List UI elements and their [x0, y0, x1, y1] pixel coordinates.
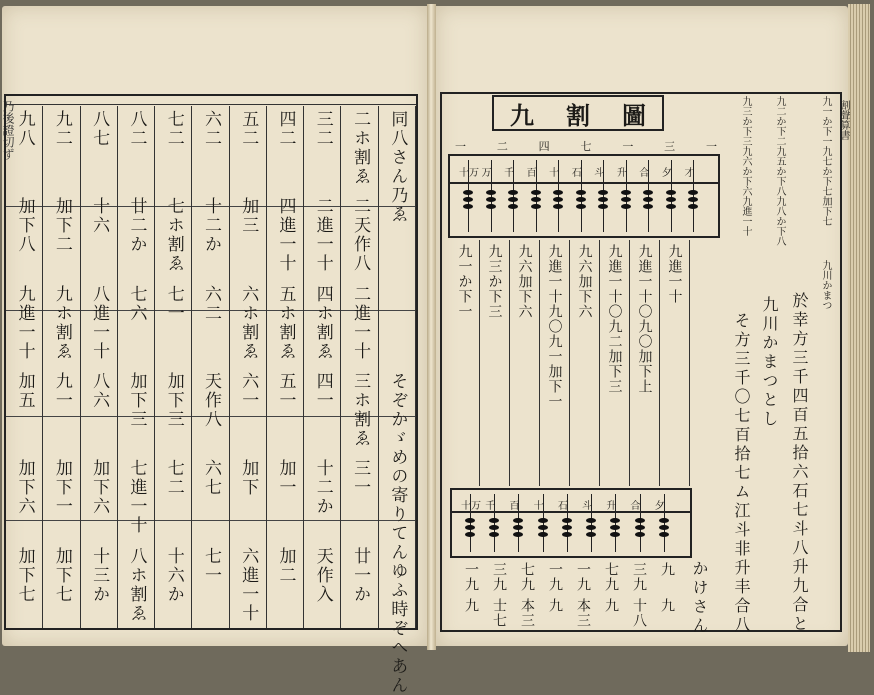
- abacus-rod-label: 十: [549, 168, 560, 179]
- abacus-bead: [553, 197, 563, 202]
- abacus-bead: [666, 190, 676, 195]
- abacus-bead: [610, 518, 620, 523]
- left-cell-text: 加下七: [14, 546, 35, 604]
- digit-label: 二: [496, 140, 508, 153]
- left-cell-text: 廿二か: [126, 197, 147, 255]
- digit-label: 一: [622, 140, 634, 153]
- left-cell-text: 九ホ割ゑ: [51, 284, 72, 361]
- abacus-bead: [598, 204, 608, 209]
- left-cell-text: 加下三: [163, 372, 184, 429]
- abacus-bead: [659, 532, 669, 537]
- abacus-bead: [666, 197, 676, 202]
- abacus-bead: [598, 190, 608, 195]
- abacus-bead: [513, 518, 523, 523]
- abacus-bead: [489, 532, 499, 537]
- right-column: [600, 240, 630, 486]
- left-cell-text: 六一: [238, 372, 259, 410]
- left-cell-text: 三一: [350, 459, 371, 498]
- left-cell-text: 六二: [200, 284, 221, 323]
- abacus-bead: [463, 197, 473, 202]
- abacus-rod-label: 十万: [459, 168, 479, 179]
- abacus-rod-label: 才: [684, 168, 695, 179]
- abacus-bead: [621, 204, 631, 209]
- left-cell-text: 五ホ割ゑ: [275, 284, 296, 361]
- left-cell-text: 天作入: [312, 546, 333, 604]
- left-margin-text: 乃後證切ず: [1, 100, 15, 160]
- bottom-row2-cell: 十八: [631, 598, 647, 628]
- left-cell-text: 九一: [51, 372, 72, 410]
- left-cell-text: 九二: [51, 110, 72, 148]
- script-line-2: 九川かまつとし: [760, 296, 779, 429]
- left-column: [379, 106, 416, 695]
- left-cell-text: 九八: [14, 110, 35, 148]
- abacus-bead: [635, 532, 645, 537]
- abacus-rod-label: 十万: [461, 500, 481, 512]
- digit-label: 一: [705, 140, 717, 153]
- bottom-row-cell: 一九: [463, 562, 479, 592]
- left-cell-text: 四進一十: [275, 197, 296, 274]
- right-column-text: 九三か下三: [486, 244, 503, 319]
- left-cell-text: 加下: [238, 459, 259, 498]
- bottom-row2-cell: 九: [603, 598, 619, 613]
- abacus-bead: [643, 204, 653, 209]
- left-cell-text: 七一: [163, 284, 184, 323]
- abacus-bead: [688, 197, 698, 202]
- left-cell-text: 加二: [275, 546, 296, 585]
- title-char-2: 割: [566, 100, 590, 130]
- left-cell-text: 二進一十: [350, 284, 371, 361]
- left-cell-text: 六二: [200, 110, 221, 148]
- left-cell-text: 二ホ割ゑ: [350, 110, 371, 186]
- left-cell-text: 廿一か: [350, 546, 371, 604]
- left-cell-text: 六七: [200, 459, 221, 498]
- abacus-bead: [486, 190, 496, 195]
- abacus-bead: [508, 197, 518, 202]
- abacus-bead: [666, 204, 676, 209]
- left-cell-text: 同八さん乃ゑ: [387, 110, 408, 224]
- abacus-bead: [586, 518, 596, 523]
- left-cell-text: 加下二: [51, 197, 72, 255]
- digit-label: 三: [664, 140, 676, 153]
- right-column: [570, 240, 600, 486]
- left-cell-text: 七ホ割ゑ: [163, 197, 184, 274]
- left-cell-text: 加下一: [51, 459, 72, 517]
- left-cell-text: 加下六: [89, 459, 110, 517]
- abacus-bead: [553, 204, 563, 209]
- abacus-bead: [576, 204, 586, 209]
- left-cell-text: 加下七: [51, 546, 72, 604]
- abacus-bead: [486, 197, 496, 202]
- book-spine: [427, 4, 436, 650]
- bottom-row-cell: 一九: [547, 562, 563, 592]
- script-line-1: 於幸方三千四百五拾六石七斗八升九合と: [790, 292, 809, 634]
- abacus-bead: [610, 532, 620, 537]
- abacus-bead: [538, 532, 548, 537]
- abacus-bead: [538, 518, 548, 523]
- abacus-bead: [553, 190, 563, 195]
- right-column-text: 九進一十〇九二加下三: [606, 244, 623, 394]
- right-column-text: 九六加下六: [576, 244, 593, 319]
- left-column: [155, 106, 192, 628]
- abacus-rod-label: 升: [616, 168, 627, 179]
- title-char-1: 九: [510, 100, 534, 130]
- abacus-bead: [508, 190, 518, 195]
- abacus-rod-label: 千: [504, 168, 515, 179]
- page-edges: [848, 4, 870, 652]
- left-column: [118, 106, 155, 628]
- left-cell-text: 七一: [200, 546, 221, 585]
- abacus-bead: [465, 518, 475, 523]
- left-cell-text: 四二: [275, 110, 296, 148]
- abacus-rod-label: 千: [485, 500, 496, 512]
- script-line-4: 九川かまつ: [820, 260, 831, 310]
- right-column-text: 九六加下六: [516, 244, 533, 319]
- digit-label: 一: [455, 140, 466, 153]
- header-col-2: 九二か下二九五か下八九八か下八: [774, 96, 785, 246]
- abacus-bead: [486, 204, 496, 209]
- left-cell-text: 八七: [89, 110, 110, 148]
- right-column: [480, 240, 510, 486]
- abacus-bead: [688, 204, 698, 209]
- left-column: [6, 106, 43, 628]
- script-line-5: かけさん: [690, 560, 709, 636]
- header-col-3: 九三か下三九六か下六九進一十: [740, 96, 751, 236]
- abacus-rod-label: 升: [606, 500, 617, 512]
- abacus-bead: [688, 190, 698, 195]
- abacus-bead: [621, 197, 631, 202]
- bottom-row2-cell: 士七: [491, 598, 507, 628]
- right-column: [510, 240, 540, 486]
- header-col-1: 九一か下一九七か下七加下七: [820, 96, 831, 226]
- right-column: [450, 240, 480, 486]
- bottom-row2-cell: 九: [659, 598, 675, 613]
- abacus-bead: [508, 204, 518, 209]
- left-column: [81, 106, 118, 628]
- left-cell-text: 七六: [126, 284, 147, 323]
- right-column-text: 九進一十: [666, 244, 683, 304]
- script-line-3: そ方三千〇七百拾七ム江斗非升丰合八: [732, 312, 751, 635]
- left-cell-text: 八ホ割ゑ: [126, 546, 147, 623]
- left-cell-text: 六進一十: [238, 546, 259, 623]
- left-column: [230, 106, 267, 628]
- digit-label: 七: [580, 140, 592, 153]
- left-cell-text: そぞかゞめの寄りてんゆふ時ぞへあん: [387, 372, 408, 695]
- right-column-text: 九進一十〇九〇加下上: [636, 244, 653, 394]
- bottom-row2-cell: 九: [547, 598, 563, 613]
- abacus-rod-label: 十: [533, 500, 544, 512]
- abacus-bead: [562, 518, 572, 523]
- left-cell-text: 十六: [89, 197, 110, 236]
- abacus-bead: [659, 518, 669, 523]
- abacus-rod-label: 石: [557, 500, 568, 512]
- left-cell-text: 四ホ割ゑ: [312, 284, 333, 361]
- abacus-rod-label: 夕: [661, 168, 672, 179]
- abacus-bead: [586, 532, 596, 537]
- bottom-row-cell: 三九: [631, 562, 647, 592]
- left-cell-text: 加下八: [14, 197, 35, 255]
- abacus-bead: [531, 197, 541, 202]
- abacus-rod-label: 万: [481, 168, 492, 179]
- abacus-bead: [598, 197, 608, 202]
- left-cell-text: 七二: [163, 110, 184, 148]
- digit-label: 四: [538, 140, 550, 153]
- abacus-bead: [531, 190, 541, 195]
- abacus-rod-label: 合: [639, 168, 650, 179]
- left-cell-text: 七進一十: [126, 459, 147, 536]
- abacus-bead: [489, 518, 499, 523]
- left-cell-text: 加下六: [14, 459, 35, 517]
- left-column: [341, 106, 378, 628]
- bottom-row2-cell: 九: [463, 598, 479, 613]
- abacus-bead: [513, 532, 523, 537]
- bottom-row-cell: 七九: [603, 562, 619, 592]
- abacus-bead: [643, 190, 653, 195]
- bottom-row-cell: 九: [659, 562, 675, 577]
- left-cell-text: 八六: [89, 372, 110, 410]
- left-cell-text: 加下三: [126, 372, 147, 429]
- abacus-bead: [586, 525, 596, 530]
- bottom-row-cell: 三九: [491, 562, 507, 592]
- abacus-bead: [463, 204, 473, 209]
- left-cell-text: 十二か: [200, 197, 221, 255]
- bottom-row2-cell: 本三: [575, 598, 591, 628]
- left-column: [267, 106, 304, 628]
- left-cell-text: 五二: [238, 110, 259, 148]
- left-cell-text: 七二: [163, 459, 184, 498]
- abacus-bead: [635, 518, 645, 523]
- left-cell-text: 四一: [312, 372, 333, 410]
- left-cell-text: 加三: [238, 197, 259, 236]
- bottom-row2-cell: 本三: [519, 598, 535, 628]
- abacus-rod-label: 百: [526, 168, 537, 179]
- abacus-top: [448, 154, 720, 238]
- left-cell-text: 十三か: [89, 546, 110, 604]
- abacus-bead: [610, 525, 620, 530]
- left-table-header-band: [6, 96, 416, 105]
- abacus-bead: [463, 190, 473, 195]
- left-cell-text: 三ホ割ゑ: [350, 372, 371, 448]
- right-column: [660, 240, 690, 486]
- abacus-rod-label: 合: [630, 500, 641, 512]
- abacus-bead: [531, 204, 541, 209]
- abacus-bead: [562, 532, 572, 537]
- left-cell-text: 二進一十: [312, 197, 333, 274]
- abacus-rod-label: 斗: [582, 500, 593, 512]
- abacus-bead: [489, 525, 499, 530]
- abacus-bead: [659, 525, 669, 530]
- abacus-bead: [576, 190, 586, 195]
- left-column: [192, 106, 229, 628]
- abacus-bead: [643, 197, 653, 202]
- left-column: [304, 106, 341, 628]
- right-column-text: 九一か下一: [456, 244, 473, 319]
- left-cell-text: 八進一十: [89, 284, 110, 361]
- abacus-bead: [465, 532, 475, 537]
- abacus-rod-label: 斗: [594, 168, 605, 179]
- abacus-bead: [513, 525, 523, 530]
- abacus-bead: [621, 190, 631, 195]
- right-column: [540, 240, 570, 486]
- left-cell-text: 十二か: [312, 459, 333, 517]
- left-cell-text: 六ホ割ゑ: [238, 284, 259, 361]
- abacus-bead: [538, 525, 548, 530]
- diagram-title: [492, 95, 664, 131]
- abacus-bead: [635, 525, 645, 530]
- right-column: [630, 240, 660, 486]
- left-table: [1, 94, 418, 695]
- abacus-rod-label: 石: [571, 168, 582, 179]
- left-cell-text: 加一: [275, 459, 296, 498]
- abacus-rod-label: 百: [509, 500, 520, 512]
- abacus-bead: [465, 525, 475, 530]
- left-cell-text: 五一: [275, 372, 296, 410]
- left-column: [43, 106, 80, 628]
- left-cell-text: 二天作八: [350, 197, 371, 274]
- side-label: 割聲算書: [838, 100, 849, 140]
- left-cell-text: 九進一十: [14, 284, 35, 361]
- right-column-text: 九進一十九〇九一加下一: [546, 244, 563, 409]
- left-cell-text: 十六か: [163, 546, 184, 604]
- abacus-bottom: [450, 488, 692, 558]
- title-char-3: 圖: [622, 100, 646, 130]
- left-cell-text: 三二: [312, 110, 333, 148]
- abacus-bead: [562, 525, 572, 530]
- left-cell-text: 加五: [14, 372, 35, 410]
- left-cell-text: 八二: [126, 110, 147, 148]
- left-cell-text: 天作八: [200, 372, 221, 429]
- bottom-row-cell: 七九: [519, 562, 535, 592]
- digit-labels: [455, 138, 717, 152]
- bottom-row-cell: 一九: [575, 562, 591, 592]
- abacus-rod-label: 夕: [654, 500, 665, 512]
- abacus-bead: [576, 197, 586, 202]
